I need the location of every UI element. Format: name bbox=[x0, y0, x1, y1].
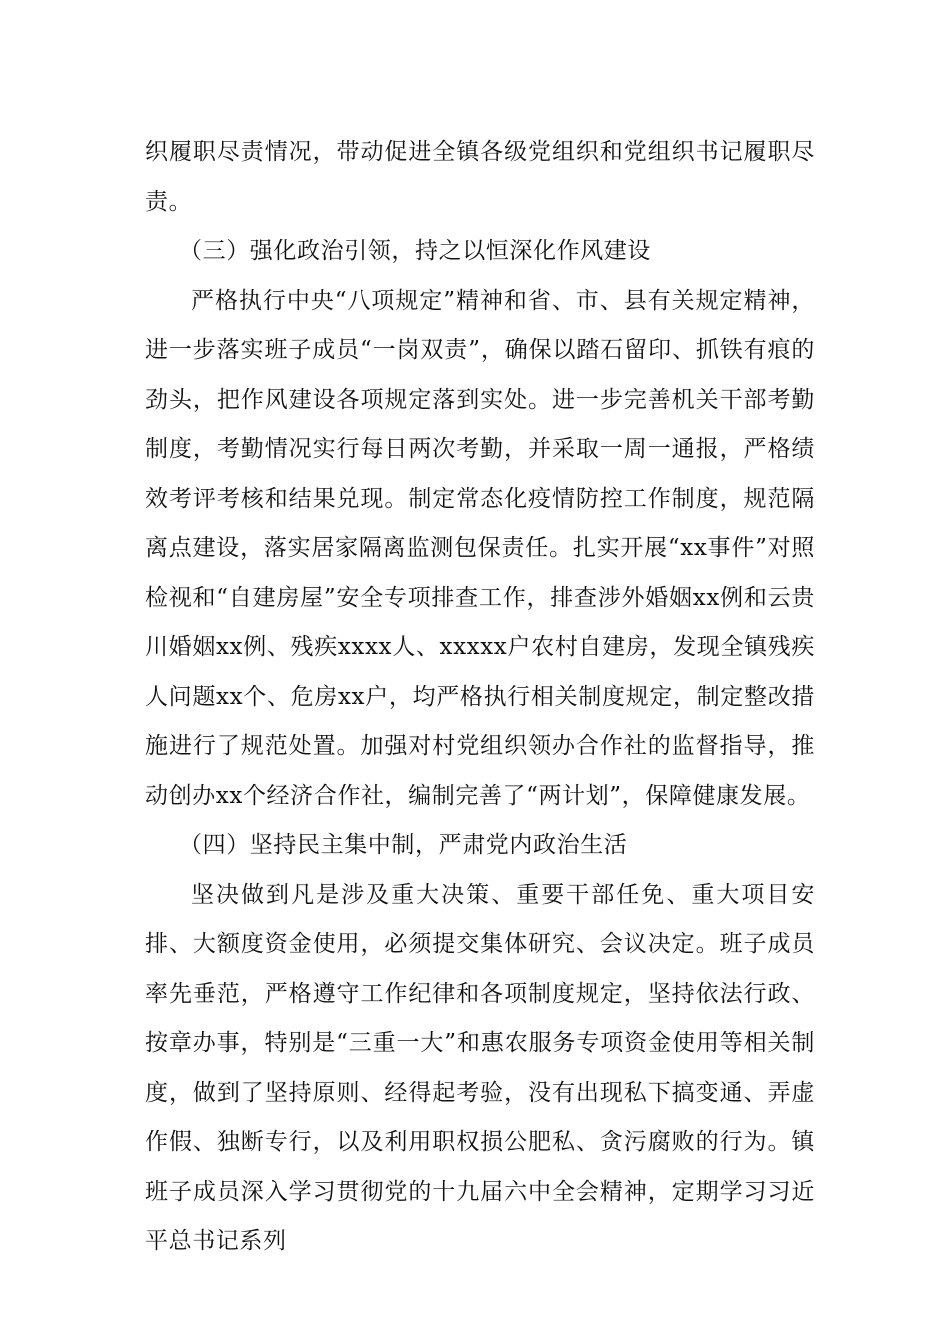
paragraph-body: 严格执行中央“八项规定”精神和省、市、县有关规定精神，进一步落实班子成员“一岗双责”，确保以踏石留印、抓铁有痕的劲头，把作风建设各项规定落到实处。进一步完善机关干部考勤制度，考勤情况实行每日两次考勤，并采取一周一通报，严格绩效考评考核和结果兑现。制定常态化疫情防控工作制度，规范隔离点建设，落实居家隔离监测包保责任。扎实开展“xx事件”对照检视和“自建房屋”安全专项排查工作，排查涉外婚姻xx例和云贵川婚姻xx例、残疾xxxx人、xxxxx户农村自建房，发现全镇残疾人问题xx个、危房xx户，均严格执行相关制度规定，制定整改措施进行了规范处置。加强对村党组织领办合作社的监督指导，推动创办xx个经济合作社，编制完善了“两计划”，保障健康发展。 bbox=[145, 287, 815, 809]
section-heading-3: （三）强化政治引领，持之以恒深化作风建设 bbox=[179, 238, 651, 264]
document-body bbox=[145, 128, 815, 1267]
paragraph-continuation: 织履职尽责情况，带动促进全镇各级党组织和党组织书记履职尽责。 bbox=[145, 139, 815, 215]
section-heading-4: （四）坚持民主集中制，严肃党内政治生活 bbox=[179, 832, 628, 858]
paragraph-body: 坚决做到凡是涉及重大决策、重要干部任免、重大项目安排、大额度资金使用，必须提交集体研究、会议决定。班子成员率先垂范，严格遵守工作纪律和各项制度规定，坚持依法行政、按章办事，特别是“三重一大”和惠农服务专项资金使用等相关制度，做到了坚持原则、经得起考验，没有出现私下搞变通、弄虚作假、独断专行，以及利用职权损公肥私、贪污腐败的行为。镇班子成员深入学习贯彻党的十九届六中全会精神，定期学习习近平总书记系列 bbox=[145, 881, 815, 1254]
